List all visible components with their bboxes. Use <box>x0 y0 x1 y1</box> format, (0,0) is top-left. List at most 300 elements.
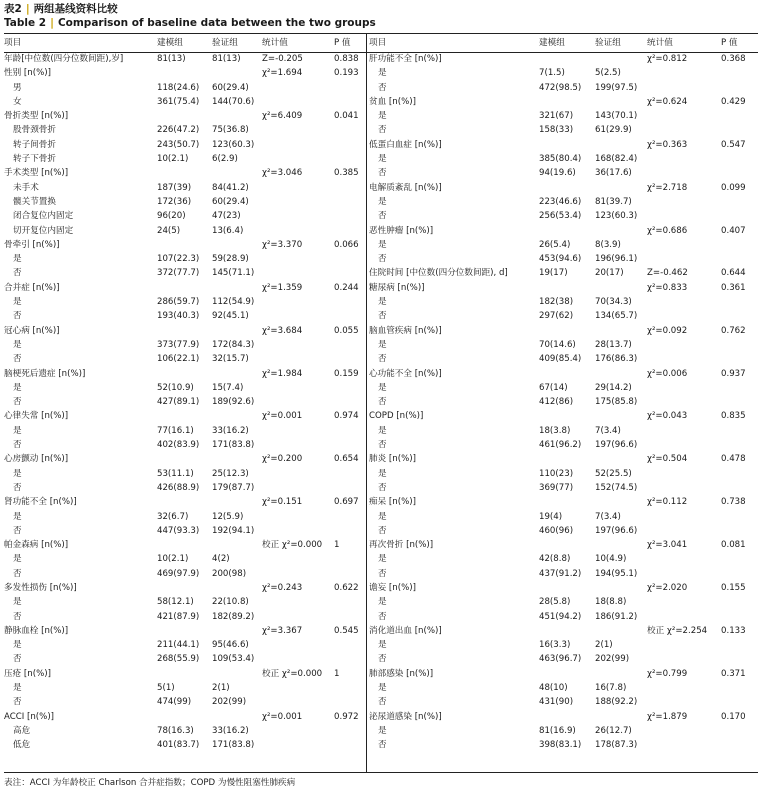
header-p-value: P 值 <box>334 38 351 48</box>
table-row <box>4 667 366 681</box>
row-label <box>369 510 539 524</box>
validation-group-value-text: 168(82.4) <box>595 154 638 165</box>
row-label <box>4 610 157 624</box>
statistic-value <box>262 538 334 552</box>
modeling-group-value <box>157 652 212 666</box>
statistic-value-text: χ²=1.879 <box>647 711 688 722</box>
statistic-value-text: χ²=3.370 <box>262 239 303 250</box>
row-label <box>369 667 539 681</box>
validation-group-value <box>212 724 262 738</box>
validation-group-value-text: 95(46.6) <box>212 640 249 651</box>
statistic-value-text: χ²=3.041 <box>647 540 688 551</box>
validation-group-value <box>595 152 647 166</box>
modeling-group-value <box>157 524 212 538</box>
validation-group-value <box>212 381 262 395</box>
validation-group-value-text: 59(28.9) <box>212 254 249 265</box>
statistic-value <box>647 452 721 466</box>
validation-group-value <box>212 109 262 123</box>
modeling-group-value <box>539 266 595 280</box>
p-value <box>721 252 758 266</box>
p-value <box>334 452 366 466</box>
modeling-group-value-text: 158(33) <box>539 125 574 136</box>
statistic-value <box>262 123 334 137</box>
statistic-value-text: Z=-0.462 <box>647 268 688 279</box>
row-label-text: 否 <box>13 440 22 451</box>
table-subrow <box>4 552 366 566</box>
row-label <box>369 181 539 195</box>
p-value <box>334 224 366 238</box>
table-subrow <box>369 438 758 452</box>
table-row <box>4 452 366 466</box>
row-label <box>4 266 157 280</box>
p-value <box>721 95 758 109</box>
row-label-text: 是 <box>13 382 22 393</box>
statistic-value <box>647 367 721 381</box>
modeling-group-value-text: 16(3.3) <box>539 640 571 651</box>
modeling-group-value-text: 107(22.3) <box>157 254 200 265</box>
table-subrow <box>369 309 758 323</box>
p-value <box>721 624 758 638</box>
p-value-text: 0.170 <box>721 711 746 722</box>
p-value <box>334 95 366 109</box>
row-label <box>369 238 539 252</box>
row-label-text: 否 <box>13 268 22 279</box>
statistic-value <box>262 567 334 581</box>
validation-group-value-text: 81(39.7) <box>595 196 632 207</box>
table-subrow <box>4 481 366 495</box>
validation-group-value <box>595 438 647 452</box>
statistic-value-text: 校正 χ²=2.254 <box>647 625 708 636</box>
modeling-group-value-text: 268(55.9) <box>157 654 200 665</box>
table-subrow <box>369 638 758 652</box>
validation-group-value <box>212 81 262 95</box>
validation-group-value <box>212 595 262 609</box>
p-value-text: 0.478 <box>721 454 746 465</box>
validation-group-value <box>212 610 262 624</box>
modeling-group-value-text: 187(39) <box>157 182 192 193</box>
p-value <box>334 652 366 666</box>
row-label <box>4 381 157 395</box>
row-label-text: 是 <box>378 511 387 522</box>
modeling-group-value <box>539 724 595 738</box>
validation-group-value-text: 2(1) <box>595 640 613 651</box>
row-label <box>369 109 539 123</box>
row-label <box>369 281 539 295</box>
row-label <box>369 681 539 695</box>
p-value <box>334 195 366 209</box>
p-value <box>334 567 366 581</box>
statistic-value-text: χ²=0.112 <box>647 497 688 508</box>
p-value <box>334 52 366 66</box>
modeling-group-value <box>539 224 595 238</box>
validation-group-value-text: 202(99) <box>595 654 630 665</box>
statistic-value <box>262 610 334 624</box>
statistic-value <box>647 66 721 80</box>
row-label-text: 否 <box>378 354 387 365</box>
p-value-text: 0.041 <box>334 111 359 122</box>
row-label <box>369 438 539 452</box>
modeling-group-value-text: 10(2.1) <box>157 154 189 165</box>
table-row <box>4 66 366 80</box>
row-label-text: 是 <box>378 154 387 165</box>
table-right-half <box>369 34 758 753</box>
modeling-group-value-text: 373(77.9) <box>157 339 200 350</box>
row-label-text: 否 <box>378 654 387 665</box>
modeling-group-value-text: 474(99) <box>157 697 192 708</box>
row-label-text: 股骨颈骨折 <box>13 125 56 136</box>
p-value-text: 0.762 <box>721 325 746 336</box>
table-subrow <box>4 567 366 581</box>
row-label-text: 是 <box>378 382 387 393</box>
modeling-group-value <box>539 567 595 581</box>
modeling-group-value-text: 463(96.7) <box>539 654 582 665</box>
modeling-group-value-text: 243(50.7) <box>157 139 200 150</box>
statistic-value <box>647 224 721 238</box>
validation-group-value <box>212 367 262 381</box>
modeling-group-value <box>539 524 595 538</box>
p-value-text: 0.159 <box>334 368 359 379</box>
table-subrow <box>369 481 758 495</box>
row-label <box>369 495 539 509</box>
validation-group-value <box>212 281 262 295</box>
row-label-text: 否 <box>13 354 22 365</box>
row-label <box>369 66 539 80</box>
modeling-group-value <box>157 610 212 624</box>
modeling-group-value <box>539 123 595 137</box>
modeling-group-value <box>539 638 595 652</box>
row-label-text: 肺炎 [n(%)] <box>369 454 416 465</box>
modeling-group-value-text: 369(77) <box>539 482 574 493</box>
p-value-text: 0.066 <box>334 239 359 250</box>
statistic-value <box>647 438 721 452</box>
row-label <box>4 467 157 481</box>
statistic-value <box>647 152 721 166</box>
modeling-group-value-text: 297(62) <box>539 311 574 322</box>
p-value <box>721 681 758 695</box>
validation-group-value <box>595 338 647 352</box>
validation-group-value <box>212 195 262 209</box>
validation-group-value-text: 152(74.5) <box>595 482 638 493</box>
validation-group-value-text: 29(14.2) <box>595 382 632 393</box>
modeling-group-value-text: 321(67) <box>539 111 574 122</box>
validation-group-value <box>595 52 647 66</box>
p-value <box>334 238 366 252</box>
validation-group-value-text: 192(94.1) <box>212 525 255 536</box>
validation-group-value-text: 4(2) <box>212 554 230 565</box>
row-label <box>369 552 539 566</box>
modeling-group-value <box>157 681 212 695</box>
row-label-text: 压疮 [n(%)] <box>4 668 51 679</box>
statistic-value <box>647 524 721 538</box>
statistic-value <box>647 295 721 309</box>
row-label-text: 骨牵引 [n(%)] <box>4 239 60 250</box>
p-value <box>334 166 366 180</box>
p-value <box>721 195 758 209</box>
table-subrow <box>369 595 758 609</box>
modeling-group-value <box>157 138 212 152</box>
table-subrow <box>369 552 758 566</box>
table-row <box>369 667 758 681</box>
p-value <box>721 238 758 252</box>
row-label-text: 心律失常 [n(%)] <box>4 411 69 422</box>
row-label <box>369 352 539 366</box>
table-subrow <box>4 266 366 280</box>
validation-group-value <box>212 166 262 180</box>
p-value-text: 0.133 <box>721 625 746 636</box>
modeling-group-value-text: 398(83.1) <box>539 740 582 751</box>
modeling-group-value-text: 24(5) <box>157 225 181 236</box>
statistic-value <box>262 266 334 280</box>
modeling-group-value-text: 361(75.4) <box>157 96 200 107</box>
statistic-value <box>647 710 721 724</box>
row-label-text: 糖尿病 [n(%)] <box>369 282 425 293</box>
row-label <box>4 166 157 180</box>
p-value <box>334 109 366 123</box>
table-row <box>369 581 758 595</box>
validation-group-value <box>212 409 262 423</box>
p-value-text: 0.547 <box>721 139 746 150</box>
p-value <box>721 667 758 681</box>
row-label-text: 是 <box>13 554 22 565</box>
p-value <box>334 252 366 266</box>
validation-group-value <box>212 138 262 152</box>
validation-group-value-text: 12(5.9) <box>212 511 244 522</box>
statistic-value <box>647 138 721 152</box>
validation-group-value <box>212 95 262 109</box>
p-value <box>334 495 366 509</box>
statistic-value <box>647 195 721 209</box>
validation-group-value <box>212 510 262 524</box>
row-label <box>4 424 157 438</box>
modeling-group-value <box>539 595 595 609</box>
validation-group-value <box>595 710 647 724</box>
row-label <box>4 123 157 137</box>
table-body-right <box>369 52 758 753</box>
statistic-value <box>262 638 334 652</box>
p-value <box>721 610 758 624</box>
modeling-group-value <box>539 538 595 552</box>
table-subrow <box>369 610 758 624</box>
validation-group-value-text: 7(3.4) <box>595 425 621 436</box>
statistic-value <box>647 395 721 409</box>
validation-group-value <box>595 123 647 137</box>
modeling-group-value <box>539 710 595 724</box>
modeling-group-value <box>157 281 212 295</box>
p-value <box>334 595 366 609</box>
row-label <box>4 295 157 309</box>
statistic-value <box>647 538 721 552</box>
row-label-text: 否 <box>13 397 22 408</box>
statistic-value <box>262 138 334 152</box>
validation-group-value-text: 25(12.3) <box>212 468 249 479</box>
modeling-group-value <box>157 552 212 566</box>
statistic-value-text: χ²=0.001 <box>262 411 303 422</box>
table-subrow <box>369 652 758 666</box>
modeling-group-value-text: 110(23) <box>539 468 574 479</box>
validation-group-value <box>595 352 647 366</box>
row-label-text: 髋关节置换 <box>13 196 56 207</box>
validation-group-value <box>212 295 262 309</box>
row-label <box>4 252 157 266</box>
validation-group-value <box>212 266 262 280</box>
row-label <box>369 610 539 624</box>
statistic-value <box>262 281 334 295</box>
statistic-value <box>647 109 721 123</box>
statistic-value-text: χ²=0.686 <box>647 225 688 236</box>
caption-cn <box>4 2 376 16</box>
row-label-text: 是 <box>378 111 387 122</box>
modeling-group-value <box>539 338 595 352</box>
table-row <box>369 409 758 423</box>
modeling-group-value-text: 427(89.1) <box>157 397 200 408</box>
validation-group-value-text: 52(25.5) <box>595 468 632 479</box>
modeling-group-value-text: 447(93.3) <box>157 525 200 536</box>
row-label-text: 是 <box>378 196 387 207</box>
modeling-group-value-text: 32(6.7) <box>157 511 189 522</box>
table-subrow <box>4 352 366 366</box>
p-value <box>721 381 758 395</box>
row-label <box>369 481 539 495</box>
statistic-value <box>647 495 721 509</box>
modeling-group-value-text: 7(1.5) <box>539 68 565 79</box>
validation-group-value <box>212 209 262 223</box>
p-value <box>334 552 366 566</box>
statistic-value <box>262 624 334 638</box>
p-value <box>334 638 366 652</box>
p-value <box>721 209 758 223</box>
modeling-group-value <box>539 624 595 638</box>
statistic-value <box>262 81 334 95</box>
p-value <box>334 395 366 409</box>
header-item: 项目 <box>369 38 387 48</box>
modeling-group-value <box>539 738 595 752</box>
p-value <box>721 538 758 552</box>
modeling-group-value <box>539 409 595 423</box>
modeling-group-value <box>157 195 212 209</box>
statistic-value <box>647 638 721 652</box>
p-value <box>721 452 758 466</box>
validation-group-value-text: 196(96.1) <box>595 254 638 265</box>
p-value <box>721 438 758 452</box>
row-label <box>369 724 539 738</box>
p-value <box>334 381 366 395</box>
modeling-group-value <box>539 467 595 481</box>
modeling-group-value-text: 26(5.4) <box>539 239 571 250</box>
caption-separator: | <box>50 17 54 29</box>
table-subrow <box>369 524 758 538</box>
table-row <box>369 624 758 638</box>
p-value-text: 0.244 <box>334 282 359 293</box>
row-label <box>4 309 157 323</box>
statistic-value <box>647 510 721 524</box>
modeling-group-value <box>157 338 212 352</box>
table-row <box>369 324 758 338</box>
statistic-value <box>647 695 721 709</box>
p-value <box>721 581 758 595</box>
statistic-value <box>262 95 334 109</box>
modeling-group-value <box>157 595 212 609</box>
validation-group-value <box>212 338 262 352</box>
table-subrow <box>4 738 366 752</box>
row-label-text: 否 <box>378 740 387 751</box>
row-label <box>4 681 157 695</box>
validation-group-value-text: 26(12.7) <box>595 725 632 736</box>
validation-group-value-text: 16(7.8) <box>595 683 627 694</box>
modeling-group-value <box>539 166 595 180</box>
validation-group-value-text: 8(3.9) <box>595 239 621 250</box>
modeling-group-value-text: 461(96.2) <box>539 440 582 451</box>
row-label-text: 低蛋白血症 [n(%)] <box>369 139 442 150</box>
modeling-group-value <box>539 481 595 495</box>
table-subrow <box>4 524 366 538</box>
modeling-group-value <box>539 209 595 223</box>
modeling-group-value <box>157 209 212 223</box>
table-row <box>4 109 366 123</box>
validation-group-value <box>595 524 647 538</box>
validation-group-value <box>212 581 262 595</box>
row-label <box>4 367 157 381</box>
table-footnote: 表注：ACCI 为年龄校正 Charlson 合并症指数；COPD 为慢性阻塞性肺疾病 <box>4 778 296 788</box>
modeling-group-value <box>157 710 212 724</box>
row-label-text: 消化道出血 [n(%)] <box>369 625 442 636</box>
row-label-text: 住院时间 [中位数(四分位数间距), d] <box>369 268 508 279</box>
p-value <box>721 724 758 738</box>
p-value-text: 0.622 <box>334 582 359 593</box>
table-header-row <box>369 34 758 52</box>
statistic-value <box>262 581 334 595</box>
statistic-value <box>262 66 334 80</box>
table-subrow <box>369 338 758 352</box>
row-label <box>4 52 157 66</box>
validation-group-value-text: 20(17) <box>595 268 624 279</box>
row-label <box>4 495 157 509</box>
row-label <box>4 738 157 752</box>
table-subrow <box>4 381 366 395</box>
p-value <box>721 495 758 509</box>
table-caption <box>4 2 376 30</box>
validation-group-value-text: 61(29.9) <box>595 125 632 136</box>
validation-group-value-text: 7(3.4) <box>595 511 621 522</box>
p-value <box>334 681 366 695</box>
modeling-group-value-text: 223(46.6) <box>539 196 582 207</box>
statistic-value <box>647 652 721 666</box>
row-label <box>4 552 157 566</box>
row-label <box>4 524 157 538</box>
caption-en <box>4 16 376 30</box>
statistic-value <box>647 724 721 738</box>
validation-group-value <box>595 638 647 652</box>
validation-group-value <box>212 495 262 509</box>
modeling-group-value <box>539 95 595 109</box>
statistic-value <box>647 209 721 223</box>
modeling-group-value-text: 437(91.2) <box>539 568 582 579</box>
validation-group-value <box>212 667 262 681</box>
statistic-value <box>262 510 334 524</box>
statistic-value <box>262 166 334 180</box>
table-subrow <box>369 724 758 738</box>
row-label <box>4 652 157 666</box>
validation-group-value <box>212 738 262 752</box>
row-label-text: 是 <box>13 683 22 694</box>
modeling-group-value <box>157 295 212 309</box>
table-subrow <box>4 610 366 624</box>
table-subrow <box>369 295 758 309</box>
row-label-text: 否 <box>378 525 387 536</box>
validation-group-value <box>595 266 647 280</box>
table-subrow <box>4 123 366 137</box>
validation-group-value-text: 10(4.9) <box>595 554 627 565</box>
p-value <box>721 266 758 280</box>
